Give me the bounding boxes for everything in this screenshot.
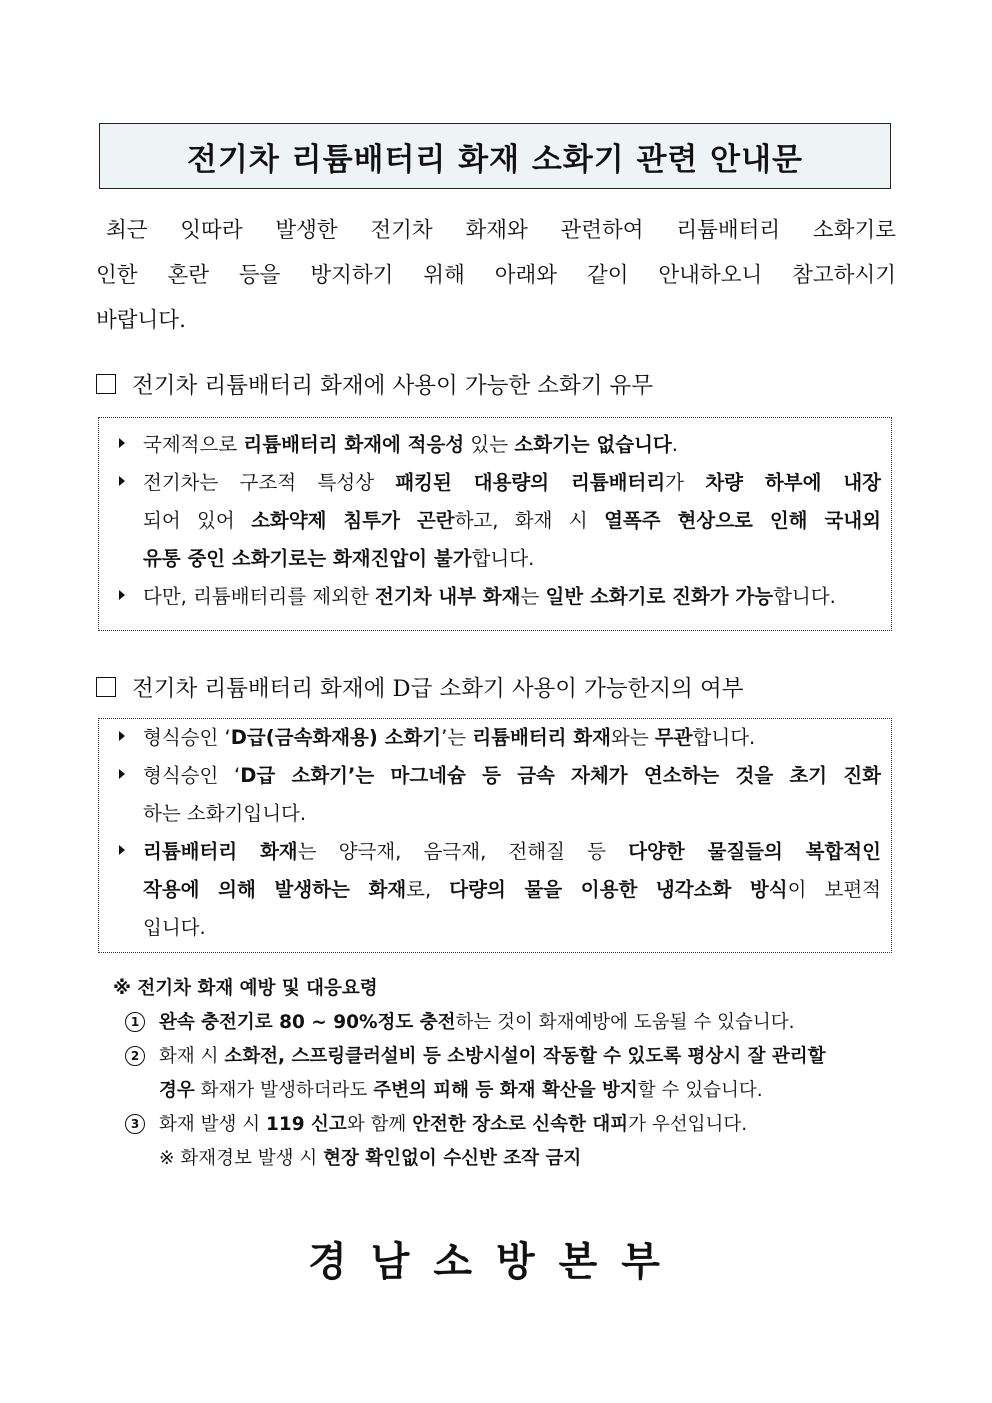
section2-bullet-3 — [119, 833, 881, 947]
page-title: 전기차 리튬배터리 화재 소화기 관련 안내문 — [187, 141, 803, 178]
tip-item-3 — [113, 1108, 898, 1176]
circled-number-1-icon: 1 — [125, 1012, 145, 1032]
tip-1-line: 완속 충전기로 80 ~ 90%정도 충전하는 것이 화재예방에 도움될 수 있습니다. — [159, 1012, 795, 1033]
section1-heading — [96, 368, 653, 400]
triangle-bullet-icon — [119, 590, 125, 600]
title-box — [99, 123, 891, 189]
section2-bullet-1-line: 형식승인 ‘D급(금속화재용) 소화기’는 리튬배터리 화재와는 무관합니다. — [143, 726, 756, 749]
tip-3-line-1: 화재 발생 시 119 신고와 함께 안전한 장소로 신속한 대피가 우선입니다. — [159, 1114, 748, 1135]
triangle-bullet-icon — [119, 438, 125, 448]
intro-line-3: 바랍니다. — [96, 308, 186, 333]
section1-bullet-2-line-1: 전기차는 구조적 특성상 패킹된 대용량의 리튬배터리가 차량 하부에 내장 — [143, 471, 881, 494]
triangle-bullet-icon — [119, 769, 125, 779]
checkbox-icon — [96, 677, 116, 697]
section1-heading-text: 전기차 리튬배터리 화재에 사용이 가능한 소화기 유무 — [132, 373, 654, 399]
section2-bullet-3-line-3: 입니다. — [143, 916, 206, 939]
intro-paragraph — [96, 208, 896, 343]
tip-item-1 — [113, 1006, 898, 1040]
section1-bullet-1 — [119, 426, 881, 464]
section1-bullet-2-line-2: 되어 있어 소화약제 침투가 곤란하고, 화재 시 열폭주 현상으로 인해 국내외 — [143, 509, 881, 532]
section2-bullet-1 — [119, 719, 881, 757]
triangle-bullet-icon — [119, 845, 125, 855]
triangle-bullet-icon — [119, 476, 125, 486]
section1-bullet-2-line-3: 유통 중인 소화기로는 화재진압이 불가합니다. — [143, 547, 535, 570]
intro-line-2: 인한 혼란 등을 방지하기 위해 아래와 같이 안내하오니 참고하시기 — [96, 263, 896, 288]
footer-organization: 경남소방본부 — [308, 1238, 684, 1285]
tip-2-line-2: 경우 화재가 발생하더라도 주변의 피해 등 화재 확산을 방지할 수 있습니다. — [159, 1080, 763, 1101]
section2-bullet-3-line-1: 리튬배터리 화재는 양극재, 음극재, 전해질 등 다양한 물질들의 복합적인 — [143, 840, 881, 863]
tip-2-line-1: 화재 시 소화전, 스프링클러설비 등 소방시설이 작동할 수 있도록 평상시 잘 관리할 — [159, 1046, 826, 1067]
checkbox-icon — [96, 374, 116, 394]
section2-box — [98, 718, 892, 953]
tips-heading: ※ 전기차 화재 예방 및 대응요령 — [113, 978, 378, 999]
section1-bullet-2 — [119, 464, 881, 578]
circled-number-3-icon: 3 — [125, 1114, 145, 1134]
intro-line-1: 최근 잇따라 발생한 전기차 화재와 관련하여 리튬배터리 소화기로 — [106, 218, 896, 243]
section2-bullet-2 — [119, 757, 881, 833]
section1-bullet-3-line: 다만, 리튬배터리를 제외한 전기차 내부 화재는 일반 소화기로 진화가 가능합니다. — [143, 585, 836, 608]
section1-box — [98, 417, 892, 631]
section2-bullet-3-line-2: 작용에 의해 발생하는 화재로, 다량의 물을 이용한 냉각소화 방식이 보편적 — [143, 878, 882, 901]
tip-3-line-2: ※ 화재경보 발생 시 현장 확인없이 수신반 조작 금지 — [159, 1148, 582, 1169]
section2-heading — [96, 671, 743, 703]
section2-bullet-2-line-1: 형식승인 ‘D급 소화기’는 마그네슘 등 금속 자체가 연소하는 것을 초기 진화 — [143, 764, 882, 787]
section1-bullet-3 — [119, 578, 881, 616]
tips-section — [113, 972, 898, 1176]
tip-item-2 — [113, 1040, 898, 1108]
section1-bullet-1-line: 국제적으로 리튬배터리 화재에 적응성 있는 소화기는 없습니다. — [143, 433, 678, 456]
triangle-bullet-icon — [119, 731, 125, 741]
section2-heading-text: 전기차 리튬배터리 화재에 D급 소화기 사용이 가능한지의 여부 — [132, 676, 744, 702]
section2-bullet-2-line-2: 하는 소화기입니다. — [143, 802, 307, 825]
circled-number-2-icon: 2 — [125, 1046, 145, 1066]
